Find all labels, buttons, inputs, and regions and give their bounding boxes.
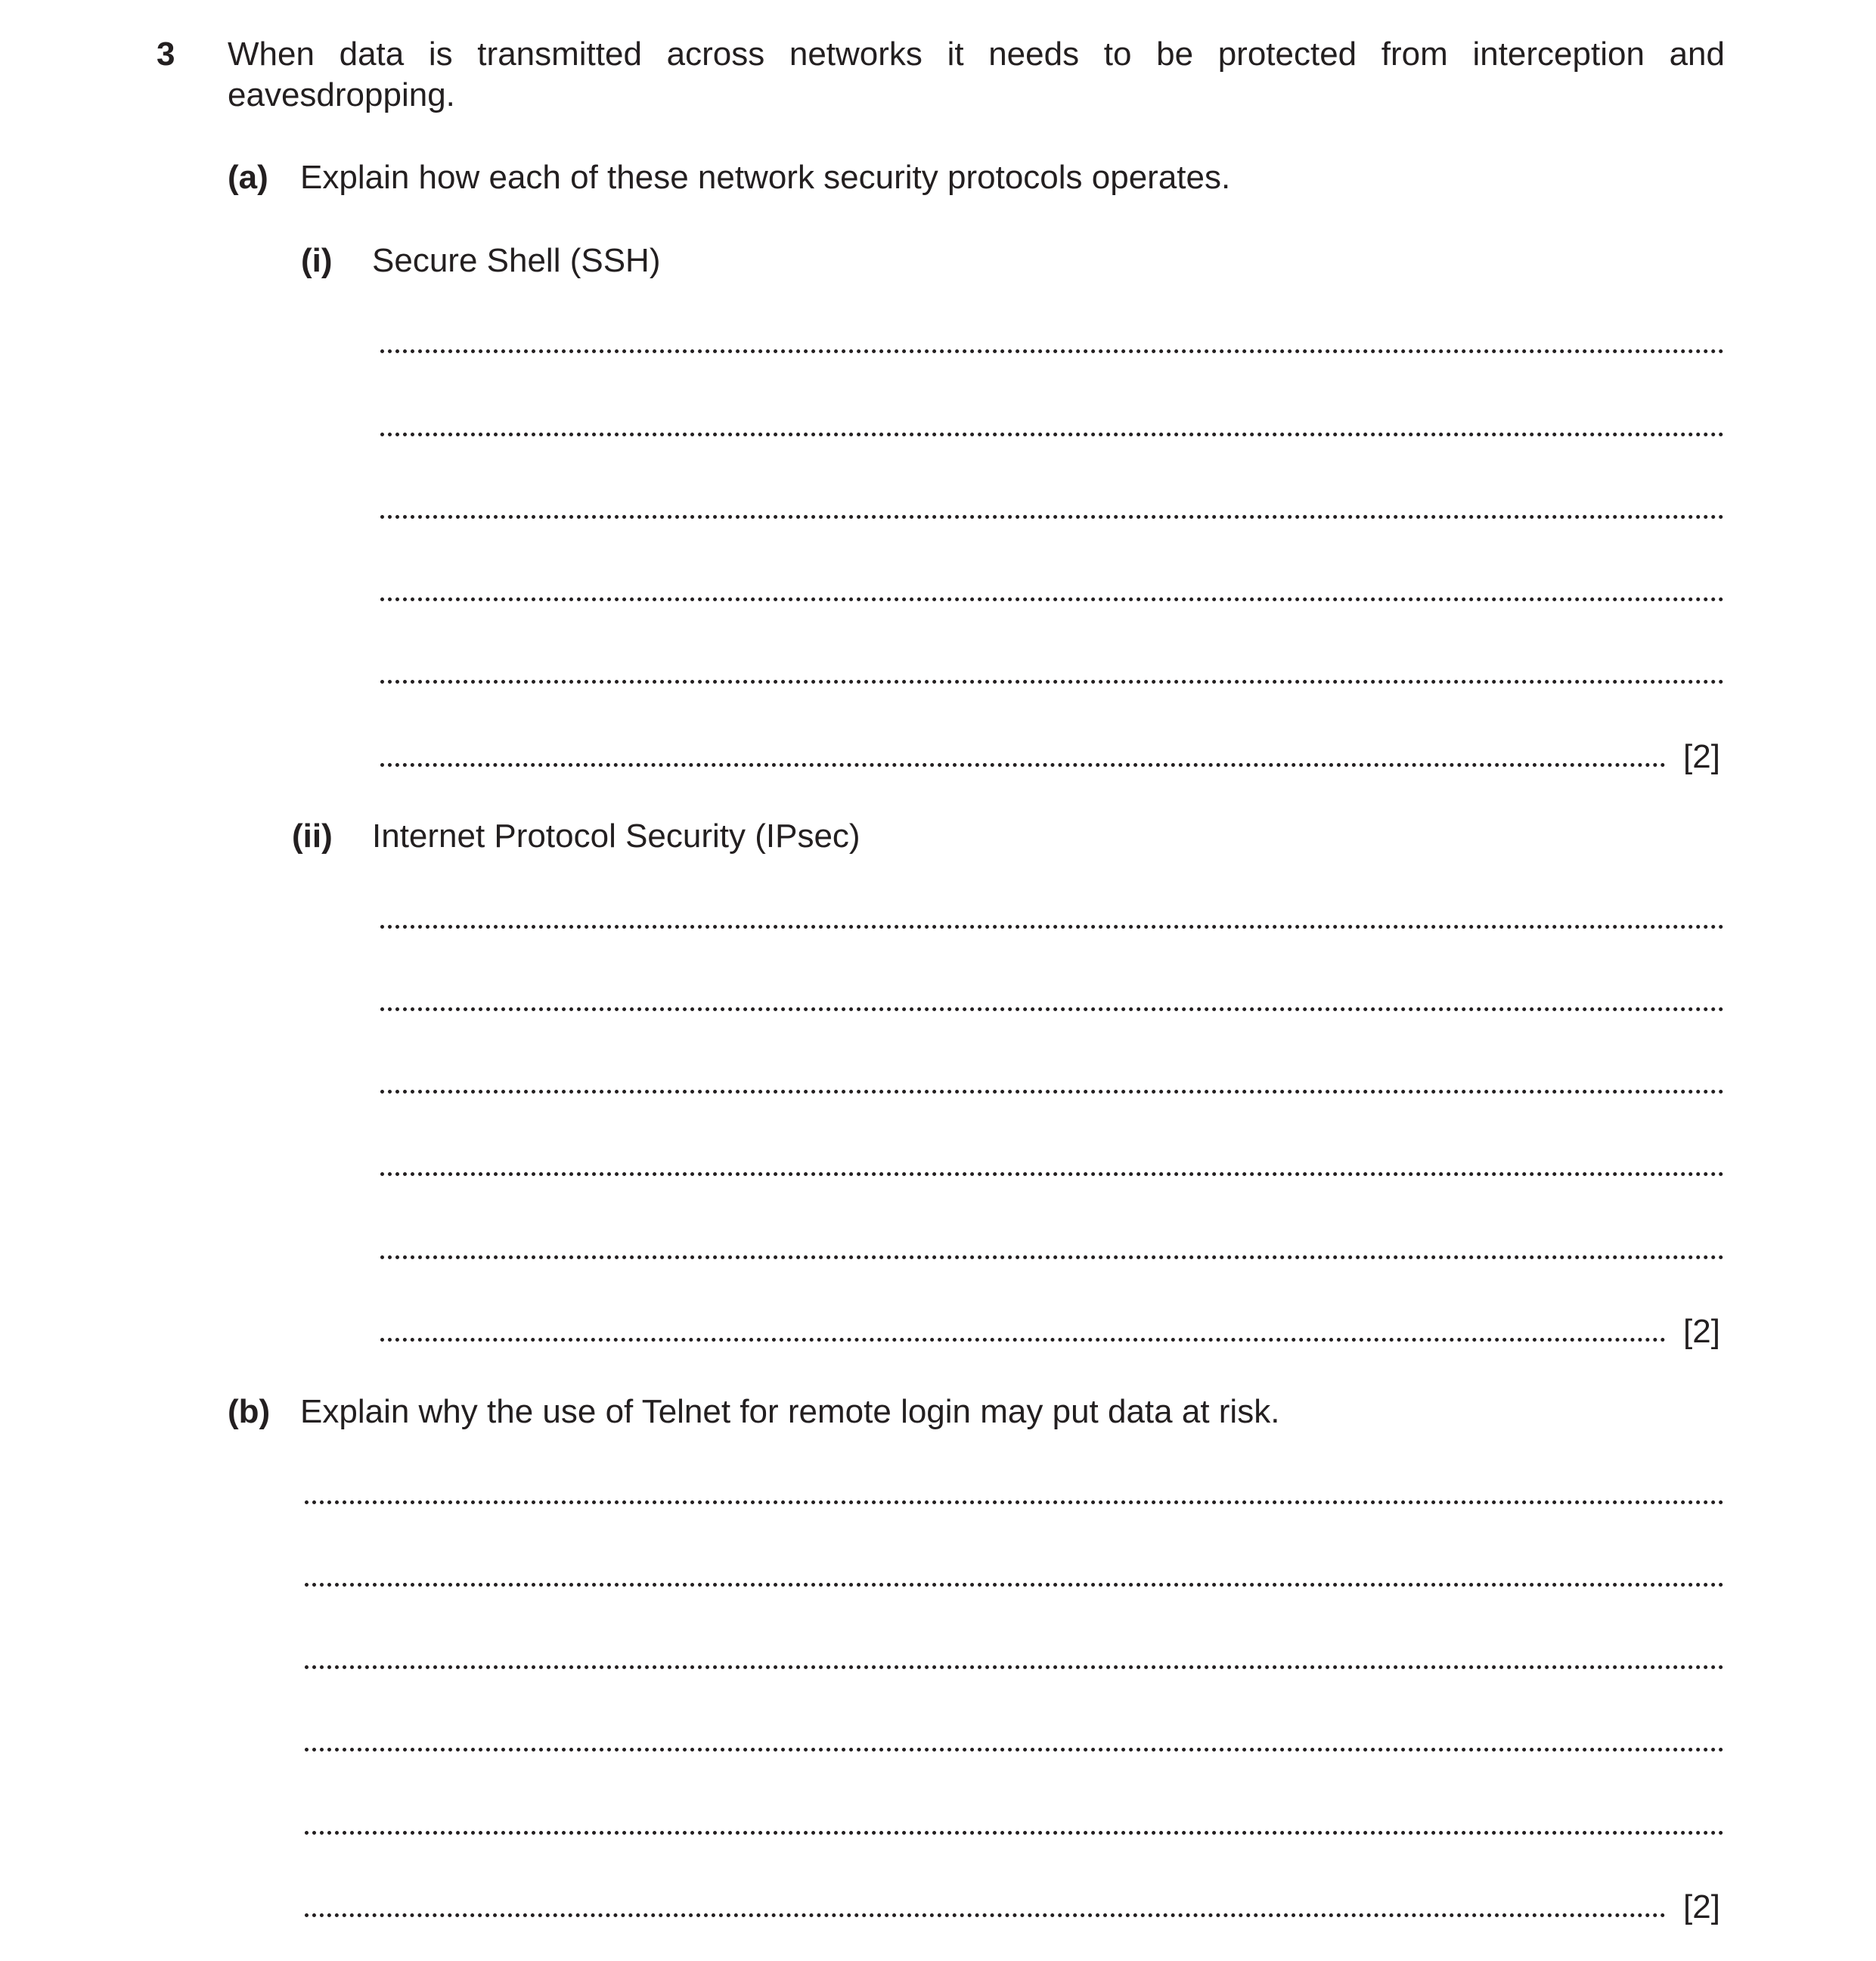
answer-line-a-i-2[interactable] (380, 433, 1724, 436)
part-b-label: (b) (228, 1393, 271, 1430)
answer-line-a-i-3[interactable] (380, 515, 1724, 519)
answer-line-a-i-4[interactable] (380, 597, 1724, 601)
answer-line-a-i-6[interactable] (380, 763, 1666, 767)
answer-line-b-4[interactable] (305, 1748, 1724, 1752)
part-a-label: (a) (228, 159, 268, 196)
marks-a-i: [2] (1683, 738, 1720, 775)
answer-line-a-i-1[interactable] (380, 349, 1724, 353)
part-a-ii-label: (ii) (292, 818, 333, 855)
answer-line-b-3[interactable] (305, 1665, 1724, 1669)
answer-line-a-ii-3[interactable] (380, 1090, 1724, 1094)
answer-line-a-ii-6[interactable] (380, 1338, 1666, 1342)
answer-line-b-6[interactable] (305, 1913, 1666, 1917)
part-a-i-prompt: Secure Shell (SSH) (372, 242, 661, 279)
part-a-ii-prompt: Internet Protocol Security (IPsec) (372, 818, 860, 855)
answer-line-b-2[interactable] (305, 1583, 1724, 1587)
marks-b: [2] (1683, 1888, 1720, 1925)
part-a-prompt: Explain how each of these network security protocols operates. (300, 159, 1231, 196)
answer-line-a-ii-2[interactable] (380, 1007, 1724, 1011)
marks-a-ii: [2] (1683, 1313, 1720, 1350)
answer-line-a-ii-4[interactable] (380, 1172, 1724, 1176)
answer-line-b-1[interactable] (305, 1500, 1724, 1504)
part-b-prompt: Explain why the use of Telnet for remote login may put data at risk. (300, 1393, 1280, 1430)
question-intro: When data is transmitted across networks it needs to be protected from interception and eavesdropping. (228, 36, 1725, 113)
answer-line-b-5[interactable] (305, 1831, 1724, 1835)
answer-line-a-i-5[interactable] (380, 680, 1724, 684)
answer-line-a-ii-5[interactable] (380, 1255, 1724, 1259)
answer-line-a-ii-1[interactable] (380, 925, 1724, 929)
part-a-i-label: (i) (301, 242, 333, 279)
question-number: 3 (157, 36, 175, 73)
